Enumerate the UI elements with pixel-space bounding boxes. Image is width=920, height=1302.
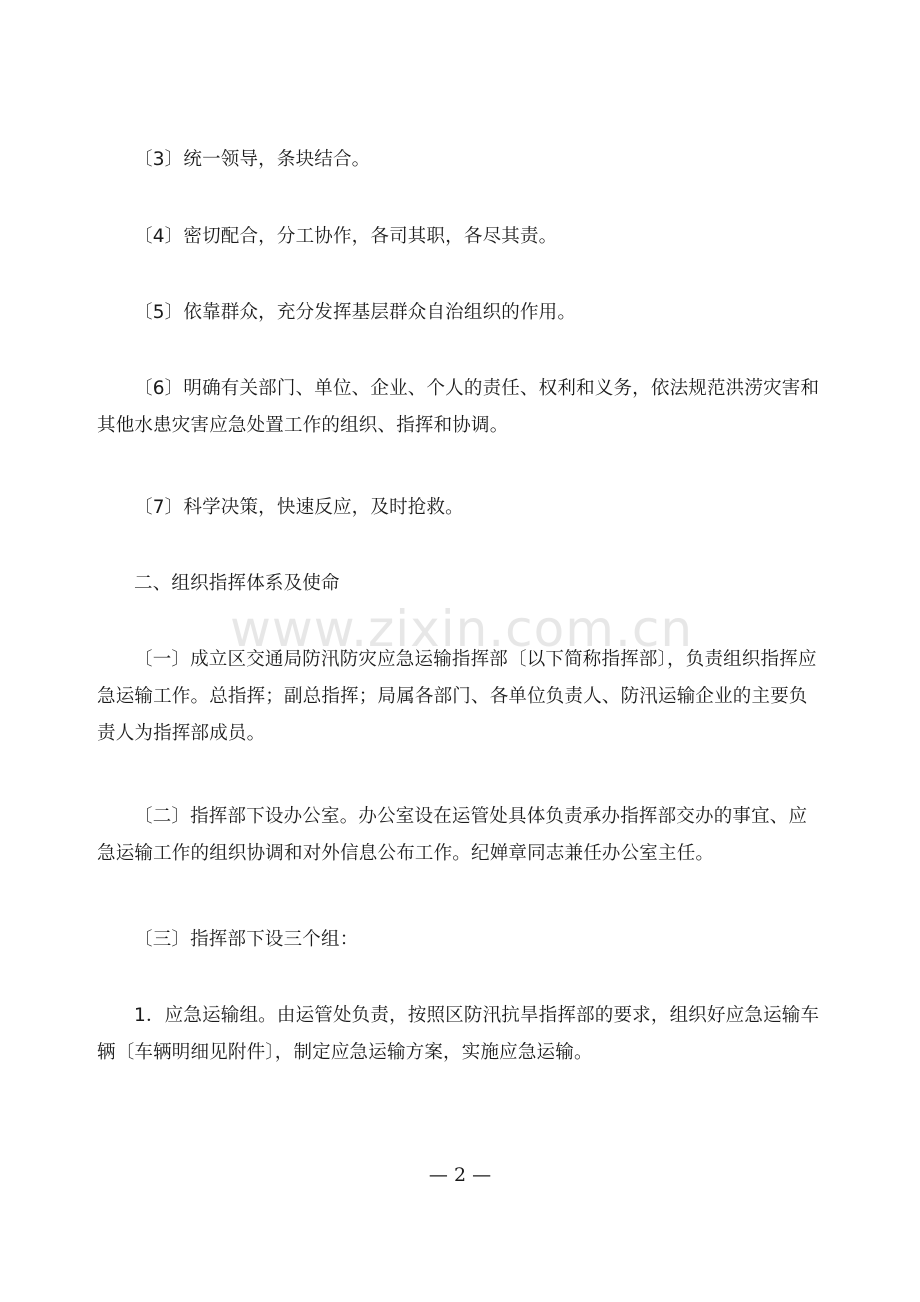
page-number: — 2 — (428, 1164, 492, 1186)
section-heading: 二、组织指挥体系及使命 (134, 573, 340, 594)
paragraph-principle-4: 〔4〕密切配合，分工协作，各司其职，各尽其责。 (134, 226, 558, 247)
paragraph-item-1: 〔一〕成立区交通局防汛防灾应急运输指挥部〔以下简称指挥部〕，负责组织指挥应急运输工作。总指挥；副总指挥；局属各部门、各单位负责人、防汛运输企业的主要负责人为指挥部成员。 (97, 649, 817, 744)
paragraph-subitem-1: 1．应急运输组。由运管处负责，按照区防汛抗旱指挥部的要求，组织好应急运输车辆〔车辆明细见附件〕，制定应急运输方案，实施应急运输。 (97, 1005, 820, 1063)
paragraph-item-2: 〔二〕指挥部下设办公室。办公室设在运管处具体负责承办指挥部交办的事宜、应急运输工作的组织协调和对外信息公布工作。纪婵章同志兼任办公室主任。 (97, 806, 808, 864)
paragraph-item-3: 〔三〕指挥部下设三个组： (134, 929, 359, 950)
watermark: www.zixin.com.cn (230, 600, 694, 658)
paragraph-principle-5: 〔5〕依靠群众，充分发挥基层群众自治组织的作用。 (134, 302, 577, 323)
paragraph-principle-7: 〔7〕科学决策，快速反应，及时抢救。 (134, 497, 464, 518)
paragraph-principle-6: 〔6〕明确有关部门、单位、企业、个人的责任、权利和义务，依法规范洪涝灾害和其他水患灾害应急处置工作的组织、指挥和协调。 (97, 378, 820, 436)
paragraph-principle-3: 〔3〕统一领导，条块结合。 (134, 149, 371, 170)
